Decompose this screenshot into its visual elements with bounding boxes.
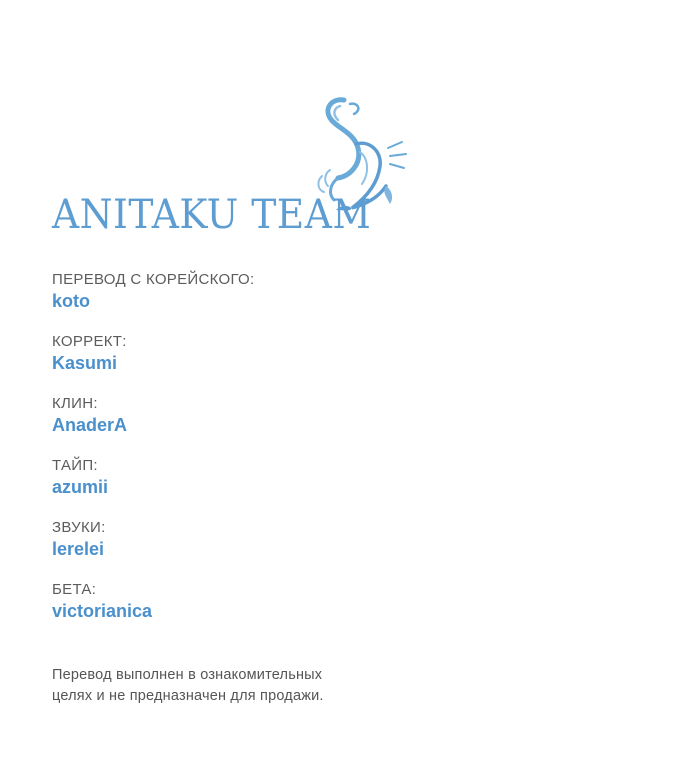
credit-translation bbox=[52, 270, 652, 332]
credit-proofreading bbox=[52, 332, 652, 394]
disclaimer-text bbox=[52, 665, 472, 707]
credit-role: ПЕРЕВОД С КОРЕЙСКОГО: bbox=[52, 271, 255, 288]
disclaimer-line: целях и не предназначен для продажи. bbox=[52, 688, 324, 704]
credit-name: AnaderA bbox=[52, 415, 128, 435]
credit-typesetting bbox=[52, 456, 652, 518]
credit-role: БЕТА: bbox=[52, 581, 97, 598]
credit-role: ТАЙП: bbox=[52, 457, 98, 474]
credit-role: ЗВУКИ: bbox=[52, 519, 106, 536]
credit-name: victorianica bbox=[52, 601, 153, 621]
team-logo bbox=[52, 92, 412, 242]
credit-name: lerelei bbox=[52, 539, 105, 559]
credit-name: Kasumi bbox=[52, 353, 118, 373]
credit-name: azumii bbox=[52, 477, 109, 497]
team-logo-title: ANITAKU TEAM bbox=[52, 192, 372, 238]
credits-list bbox=[52, 270, 652, 642]
credit-role: КЛИН: bbox=[52, 395, 98, 412]
credit-sounds bbox=[52, 518, 652, 580]
credit-name: koto bbox=[52, 291, 90, 311]
credit-cleaning bbox=[52, 394, 652, 456]
credit-role: КОРРЕКТ: bbox=[52, 333, 127, 350]
disclaimer-line: Перевод выполнен в ознакомительных bbox=[52, 667, 323, 683]
credit-beta bbox=[52, 580, 652, 642]
